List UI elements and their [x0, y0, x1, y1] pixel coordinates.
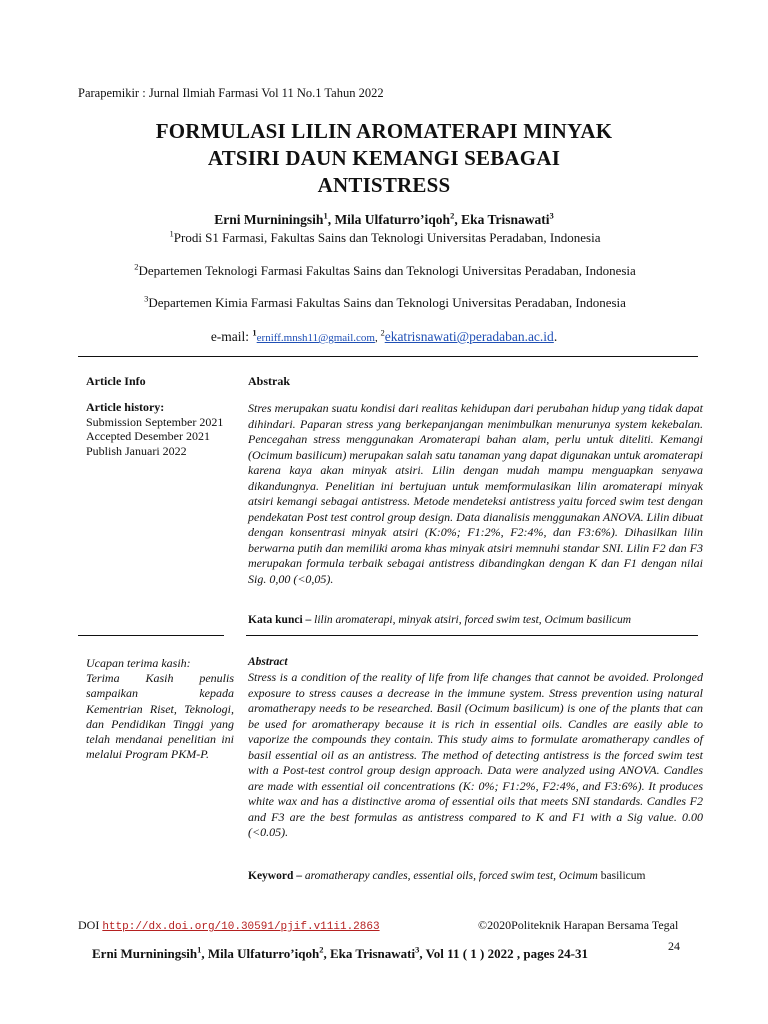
copyright: ©2020Politeknik Harapan Bersama Tegal	[478, 918, 679, 932]
kata-kunci: Kata kunci – lilin aromaterapi, minyak atsiri, forced swim test, Ocimum basilicum	[248, 614, 632, 626]
title-line-2: ATSIRI DAUN KEMANGI SEBAGAI	[207, 146, 561, 170]
page-number: 24	[668, 939, 680, 953]
abstract-text: Stress is a condition of the reality of life from life changes that cannot be avoided. Prolonged exposure to stress causes a decrease in the immune system. Stress prevention using natural aromatherapy needs to be researched. Basil (Ocimum basilicum) is one of the plants that can be used for aromatherapy because it is rich in essential oils. Candles are easily able to vaporize the compounds they contain. This study aims to formulate aromatherapy candles of basil essential oil as an antistress. The method of detecting antistress is the forced swim test with a Post-test control group design approach. Data were analyzed using ANOVA. Candles are made with essential oil concentrations (K: 0%; F1:2%, F2:4%, and F3:6%). It produces white wax and has a distinctive aroma of essential oils that meets SNI standards. Candles F2 and F3 are the best formulas as antistress compared to K and F1 with a Sig value. 0.00 (<0.05).	[248, 670, 703, 839]
journal-header: Parapemikir : Jurnal Ilmiah Farmasi Vol 11 No.1 Tahun 2022	[78, 86, 384, 100]
email-line: e-mail: $^1$erniff.mnsh11@gmail.com, $^2$ekatrisnawati@peradaban.ac.id.	[210, 327, 558, 344]
title-line-3: ANTISTRESS	[317, 173, 451, 197]
accepted-date: Accepted Desember 2021	[86, 429, 210, 443]
publish-date: Publish Januari 2022	[86, 443, 187, 458]
email-link-1[interactable]: erniff.mnsh11@gmail.com	[256, 332, 375, 344]
article-history: Article history: Submission September 2021 Accepted Desember 2021 Publish Januari 2022	[86, 400, 224, 458]
divider-top	[78, 356, 698, 357]
author-1: Erni Murniningsih	[214, 212, 324, 227]
title-line-1: FORMULASI LILIN AROMATERAPI MINYAK	[155, 119, 613, 143]
email-link-2[interactable]: ekatrisnawati@peradaban.ac.id	[384, 329, 554, 344]
submission-date: Submission September 2021	[86, 414, 224, 429]
author-2: Mila Ulfaturro’iqoh	[334, 212, 451, 227]
paper-title	[80, 118, 688, 199]
author-list: Erni Murniningsih$^1$, Mila Ulfaturro’iqoh$^2$, Eka Trisnawati$^3$	[214, 210, 554, 227]
doi: DOI http://dx.doi.org/10.30591/pjif.v11i1.2863	[78, 918, 380, 933]
doi-link[interactable]: http://dx.doi.org/10.30591/pjif.v11i1.2863	[102, 921, 380, 933]
affiliation-1: $^1$Prodi S1 Farmasi, Fakultas Sains dan Teknologi Universitas Peradaban, Indonesia	[169, 228, 601, 245]
divider-right	[246, 635, 698, 636]
keyword: Keyword – aromatherapy candles, essential oils, forced swim test, Ocimum basilicum	[248, 870, 646, 882]
abstrak-heading: Abstrak	[248, 374, 291, 388]
divider-left	[78, 635, 224, 636]
abstrak-text: Stres merupakan suatu kondisi dari realitas kehidupan dari perubahan hidup yang tidak dapat dihindari. Paparan stress yang berkepanjangan menimbulkan menurunya system kekebalan. Pencegahan stress menggunakan Aromaterapi bahan alam, perlu untuk diteliti. Kemangi (Ocimum basilicum) merupakan salah satu tanaman yang dapat digunakan untuk aromaterapi karena kaya akan minyak atsiri. Lilin dengan mudah mampu menguapkan senyawa dikandungnya. Penelitian ini bertujuan untuk memformulasikan lilin aromaterapi minyak atsiri kemangi sebagai antistress. Metode mendeteksi antistress yaitu forced swim test dengan pendekatan Post test control group design. Data dianalisis menggunakan ANOVA. Lilin dibuat dengan konsentrasi minyak atsiri (K:0%; F1:2%, F2:4%, dan F3:6%). Dihasilkan lilin berwarna putih dan memiliki aroma khas minyak atsiri memnuhi standar SNI. Lilin F2 dan F3 merupakan formula terbaik sebagai antistress dibandingkan dengan K dan F1 dengan nilai Sig. 0,00 (<0,05).	[248, 401, 703, 586]
article-info-heading: Article Info	[86, 374, 146, 388]
abstract-heading: Abstract	[248, 656, 288, 668]
affiliation-3: $^3$Departemen Kimia Farmasi Fakultas Sains dan Teknologi Universitas Peradaban, Indonesia	[144, 293, 626, 310]
author-3: Eka Trisnawati	[461, 212, 550, 227]
acknowledgement: Ucapan terima kasih: Terima Kasih penulis sampaikan kepada Kementrian Riset, Teknologi, dan Pendidikan Tinggi yang telah mendanai penelitian ini melalui Program PKM-P.	[86, 656, 234, 762]
citation-footer: Erni Murniningsih$^1$, Mila Ulfaturro’iqoh$^2$, Eka Trisnawati$^3$, Vol 11 ( 1 ) 2022 , pages 24-31	[92, 944, 588, 961]
affiliation-2: $^2$Departemen Teknologi Farmasi Fakultas Sains dan Teknologi Universitas Peradaban, Indonesia	[134, 261, 636, 278]
